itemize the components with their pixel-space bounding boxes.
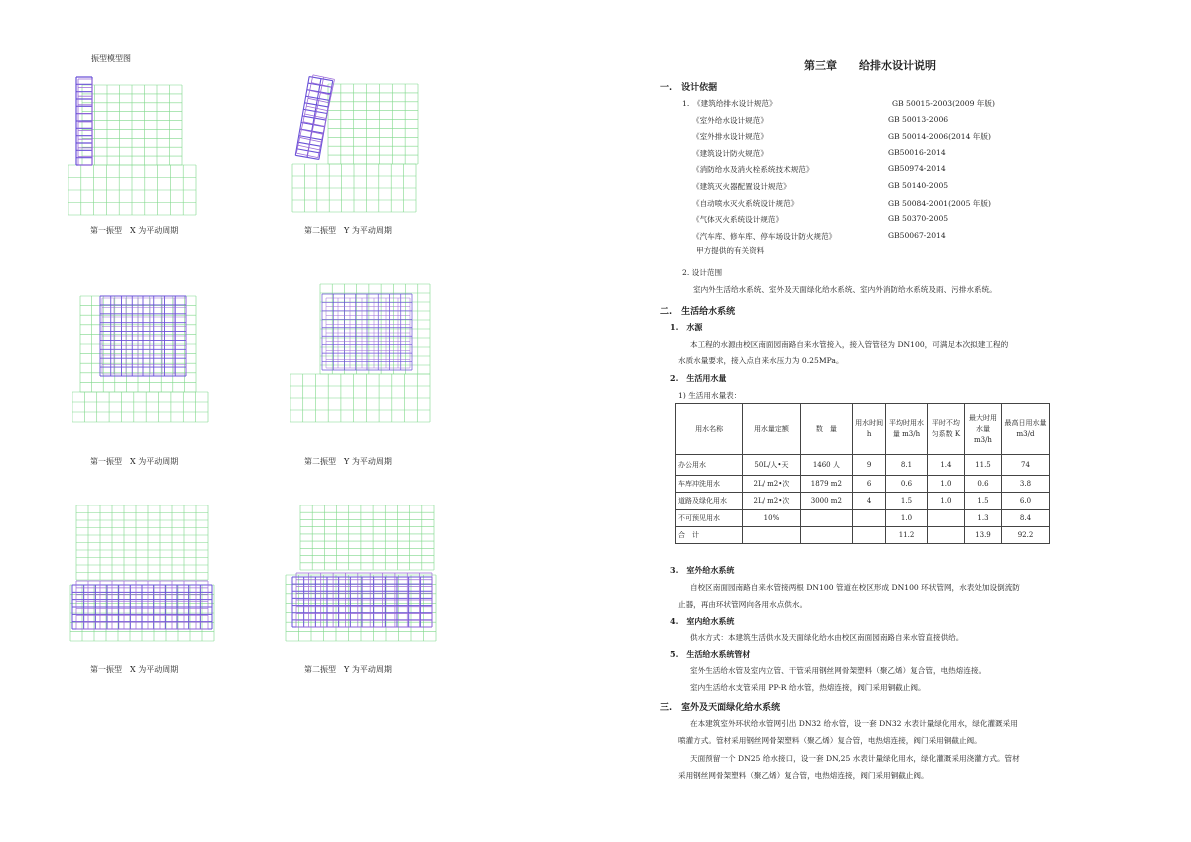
floor-mesh bbox=[320, 284, 430, 374]
floor-mesh bbox=[82, 85, 182, 165]
table-cell: 8.4 bbox=[1001, 510, 1049, 527]
ref-code: GB 50370-2005 bbox=[888, 214, 949, 224]
caption-mode-2-x: 第一振型 X 为平动周期 bbox=[90, 457, 179, 466]
table-cell bbox=[927, 527, 964, 544]
table-cell: 2L/ m2•次 bbox=[743, 493, 800, 510]
floor-mesh bbox=[300, 505, 434, 570]
table-header-cell: 最大时用水量 m3/h bbox=[964, 404, 1001, 455]
water-usage-table bbox=[675, 403, 1050, 544]
table-cell: 11.2 bbox=[886, 527, 928, 544]
table-cell: 1879 m2 bbox=[800, 476, 852, 493]
table-cell: 6.0 bbox=[1001, 493, 1049, 510]
table-cell bbox=[800, 527, 852, 544]
outdoor-supply-text-1: 自校区南面园南路自来水管接两根 DN100 管道在校区形成 DN100 环状管网，水表处加设倒流防 bbox=[690, 583, 1020, 592]
water-source-text-1: 本工程的水源由校区南面园南路自来水管接入，接入管管径为 DN100，可满足本次拟建工程的 bbox=[690, 340, 1009, 349]
table-header-cell: 用水量定额 bbox=[743, 404, 800, 455]
ref-name: 《消防给水及消火栓系统技术规范》 bbox=[692, 165, 814, 175]
mode-shape-2-x bbox=[72, 290, 212, 425]
water-source-title: 1. 水源 bbox=[670, 322, 703, 332]
table-cell: 4 bbox=[853, 493, 886, 510]
ref-name: 《气体灭火系统设计规范》 bbox=[692, 215, 784, 225]
mode-deformation bbox=[322, 294, 412, 370]
irrigation-text-2b: 采用钢丝网骨架塑料（聚乙烯）复合管，电热熔连接，阀门采用铜截止阀。 bbox=[678, 771, 929, 780]
table-cell bbox=[800, 510, 852, 527]
table-header-cell: 平均时用水量 m3/h bbox=[886, 404, 928, 455]
table-cell: 13.9 bbox=[964, 527, 1001, 544]
caption-mode-2-y: 第二振型 Y 为平动周期 bbox=[304, 457, 392, 466]
caption-mode-1-y: 第二振型 Y 为平动周期 bbox=[304, 226, 392, 235]
pipe-material-title: 5. 生活给水系统管材 bbox=[670, 649, 751, 659]
ref-name: 《建筑灭火器配置设计规范》 bbox=[692, 182, 791, 191]
mode-shape-2-y bbox=[290, 280, 435, 425]
table-cell: 道路及绿化用水 bbox=[676, 493, 743, 510]
table-cell: 1.5 bbox=[964, 493, 1001, 510]
table-cell: 0.6 bbox=[964, 476, 1001, 493]
table-cell: 1.0 bbox=[927, 476, 964, 493]
scope-text: 室内外生活给水系统、室外及天面绿化给水系统、室内外消防给水系统及雨、污排水系统。 bbox=[693, 285, 997, 294]
caption-mode-3-x: 第一振型 X 为平动周期 bbox=[90, 665, 179, 674]
caption-mode-1-x: 第一振型 X 为平动周期 bbox=[90, 226, 179, 235]
scope-title: 2. 设计范围 bbox=[682, 268, 723, 277]
mode-shape-3-x bbox=[68, 505, 218, 645]
table-cell bbox=[743, 527, 800, 544]
table-cell: 合 计 bbox=[676, 527, 743, 544]
ref-name: 《汽车库、修车库、停车场设计防火规范》 bbox=[692, 231, 837, 241]
table-row bbox=[676, 455, 1050, 476]
podium-mesh bbox=[292, 164, 416, 212]
table-cell bbox=[927, 510, 964, 527]
table-cell: 车库冲洗用水 bbox=[676, 476, 743, 493]
ref-code: GB 50015-2003(2009 年版) bbox=[892, 99, 995, 108]
table-cell: 74 bbox=[1001, 455, 1049, 476]
podium-mesh bbox=[68, 165, 196, 215]
mode-shape-3-y bbox=[284, 505, 439, 645]
table-cell: 92.2 bbox=[1001, 527, 1049, 544]
pipe-material-text-2: 室内生活给水支管采用 PP-R 给水管，热熔连接，阀门采用铜截止阀。 bbox=[690, 683, 926, 692]
table-cell: 1.0 bbox=[927, 493, 964, 510]
table-cell: 1.3 bbox=[964, 510, 1001, 527]
table-cell: 2L/ m2•次 bbox=[743, 476, 800, 493]
table-cell: 3.8 bbox=[1001, 476, 1049, 493]
mode-deformation bbox=[76, 77, 92, 165]
table-cell: 办公用水 bbox=[676, 455, 743, 476]
water-table-caption: 1) 生活用水量表： bbox=[678, 391, 742, 400]
ref-name: 1. 《建筑给排水设计规范》 bbox=[682, 99, 777, 108]
ref-code: GB50974-2014 bbox=[888, 164, 946, 174]
table-cell: 9 bbox=[853, 455, 886, 476]
model-figure-title: 振型模型图 bbox=[91, 54, 131, 63]
table-cell bbox=[853, 510, 886, 527]
table-row bbox=[676, 476, 1050, 493]
outdoor-supply-text-2: 止器，再由环状管网向各用水点供水。 bbox=[678, 600, 808, 609]
table-header-cell: 最高日用水量 m3/d bbox=[1001, 404, 1049, 455]
ref-code: GB 50013-2006 bbox=[888, 114, 949, 124]
mode-shape-1-y bbox=[288, 72, 428, 214]
table-row bbox=[676, 527, 1050, 544]
ref-name: 《建筑设计防火规范》 bbox=[692, 148, 768, 158]
table-header-cell: 用水时间 h bbox=[853, 404, 886, 455]
podium-mesh bbox=[290, 374, 430, 422]
table-row bbox=[676, 510, 1050, 527]
irrigation-text-1b: 喷灌方式。管材采用钢丝网骨架塑料（聚乙烯）复合管，电热熔连接，阀门采用铜截止阀。 bbox=[678, 736, 982, 745]
section-3-title: 三. 室外及天面绿化给水系统 bbox=[660, 703, 781, 713]
mode-deformation bbox=[326, 298, 410, 368]
table-cell: 10% bbox=[743, 510, 800, 527]
table-header-cell: 平时不均匀系数 K bbox=[927, 404, 964, 455]
table-cell: 1.0 bbox=[886, 510, 928, 527]
floor-mesh bbox=[76, 505, 208, 580]
indoor-supply-title: 4. 室内给水系统 bbox=[670, 616, 735, 626]
section-1-title: 一. 设计依据 bbox=[660, 83, 718, 93]
section-2-title: 二. 生活给水系统 bbox=[660, 307, 736, 317]
table-cell bbox=[853, 527, 886, 544]
floor-mesh bbox=[328, 84, 418, 164]
table-cell: 不可预见用水 bbox=[676, 510, 743, 527]
ref-name: 《自动喷水灭火系统设计规范》 bbox=[692, 198, 799, 208]
table-cell: 11.5 bbox=[964, 455, 1001, 476]
pipe-material-text-1: 室外生活给水管及室内立管、干管采用钢丝网骨架塑料（聚乙烯）复合管，电热熔连接。 bbox=[690, 666, 987, 675]
table-cell: 0.6 bbox=[886, 476, 928, 493]
ref-name: 《室外给水设计规范》 bbox=[692, 115, 768, 125]
ref-name: 《室外排水设计规范》 bbox=[692, 132, 768, 142]
table-cell: 1.5 bbox=[886, 493, 928, 510]
table-cell: 1.4 bbox=[927, 455, 964, 476]
outdoor-supply-title: 3. 室外给水系统 bbox=[670, 565, 735, 575]
mode-shape-1-x bbox=[68, 75, 198, 217]
mode-deformation bbox=[295, 77, 333, 160]
table-cell: 50L/人•天 bbox=[743, 455, 800, 476]
caption-mode-3-y: 第二振型 Y 为平动周期 bbox=[304, 665, 392, 674]
table-cell: 6 bbox=[853, 476, 886, 493]
irrigation-text-1a: 在本建筑室外环状给水管网引出 DN32 给水管，设一套 DN32 水表计量绿化用水，绿化灌溉采用 bbox=[690, 719, 1018, 728]
table-header-cell: 数 量 bbox=[800, 404, 852, 455]
table-cell: 3000 m2 bbox=[800, 493, 852, 510]
indoor-supply-text: 供水方式：本建筑生活供水及天面绿化给水由校区南面园南路自来水管直接供给。 bbox=[690, 633, 964, 642]
chapter-title: 第三章 给排水设计说明 bbox=[804, 59, 936, 72]
table-row bbox=[676, 493, 1050, 510]
water-usage-title: 2. 生活用水量 bbox=[670, 373, 727, 383]
table-cell: 8.1 bbox=[886, 455, 928, 476]
water-source-text-2: 水质水量要求，接入点自来水压力为 0.25MPa。 bbox=[678, 356, 844, 365]
ref-code: GB 50084-2001(2005 年版) bbox=[888, 198, 991, 208]
ref-code: GB50067-2014 bbox=[888, 230, 946, 240]
ref-extra: 甲方提供的有关资料 bbox=[696, 246, 765, 255]
mode-deformation bbox=[296, 573, 432, 627]
ref-code: GB 50140-2005 bbox=[888, 181, 949, 190]
irrigation-text-2a: 天面预留一个 DN25 给水接口，设一套 DN,25 水表计量绿化用水，绿化灌溉采用浇灌方式。管材 bbox=[690, 754, 1020, 763]
table-header-row bbox=[676, 404, 1050, 455]
ref-code: GB 50014-2006(2014 年版) bbox=[888, 132, 991, 142]
table-cell: 1460 人 bbox=[800, 455, 852, 476]
podium-mesh bbox=[72, 392, 208, 422]
table-header-cell: 用水名称 bbox=[676, 404, 743, 455]
ref-code: GB50016-2014 bbox=[888, 147, 946, 157]
